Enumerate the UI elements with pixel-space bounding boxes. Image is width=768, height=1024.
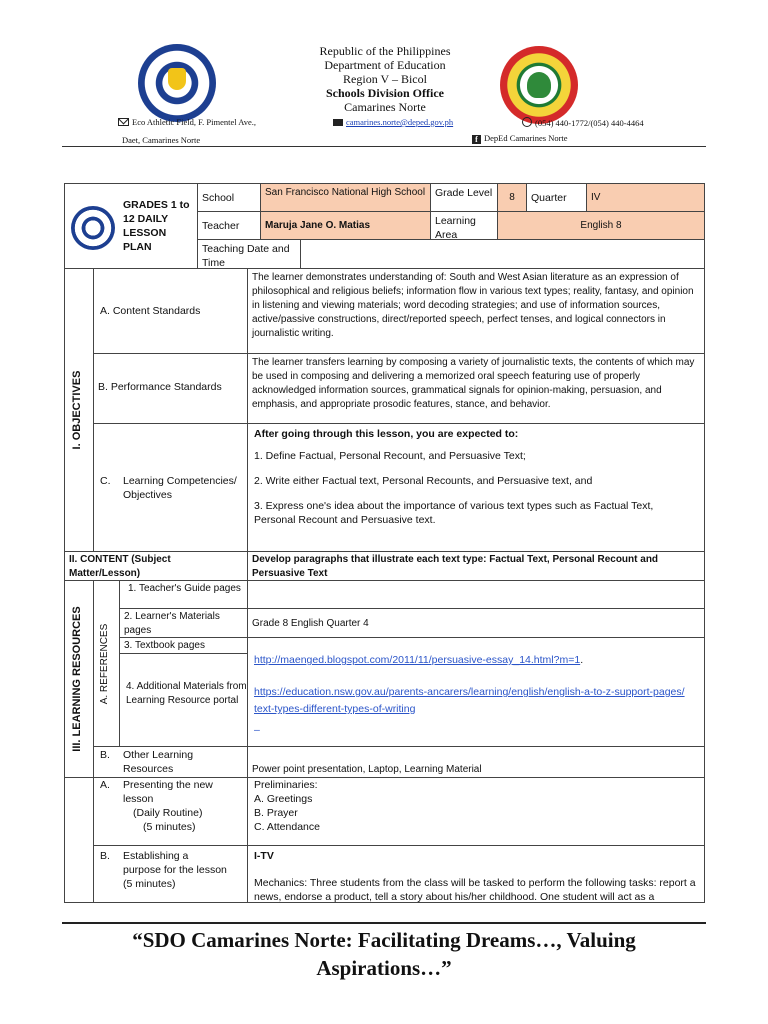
preliminary-item: A. Greetings — [254, 793, 313, 805]
preliminaries-heading: Preliminaries: — [254, 779, 318, 791]
nsw-link-line-1[interactable]: https://education.nsw.gov.au/parents-ancarers/learning/english/english-a-to-z-support-pages/ — [254, 686, 685, 698]
header-region: Region V – Bicol — [343, 72, 427, 86]
school-label: School — [197, 183, 261, 212]
header-republic: Republic of the Philippines — [319, 44, 451, 58]
school-value: San Francisco National High School — [260, 183, 431, 212]
header-province: Camarines Norte — [344, 100, 426, 114]
presenting-content-cell — [247, 777, 705, 846]
other-resources-label-cell — [93, 746, 248, 778]
competency-intro: After going through this lesson, you are expected to: — [254, 428, 519, 440]
nsw-link-line-2[interactable]: text-types-different-types-of-writing — [254, 703, 416, 715]
teacher-value: Maruja Jane O. Matias — [260, 211, 431, 240]
teacher-label: Teacher — [197, 211, 261, 240]
header-office: Schools Division Office — [325, 86, 444, 100]
plan-title: GRADES 1 to 12 DAILY LESSON PLAN — [123, 199, 190, 253]
deped-seal-logo — [138, 44, 216, 122]
address-line-2: Daet, Camarines Norte — [122, 135, 201, 145]
content-text: Develop paragraphs that illustrate each text type: Factual Text, Personal Recount and Persuasive Text — [247, 551, 705, 581]
footer-quote-line-1: “SDO Camarines Norte: Facilitating Dreams…, Valuing — [132, 928, 636, 952]
presenting-label-cell — [93, 777, 248, 846]
purpose-label-cell — [93, 845, 248, 903]
teachers-guide-value — [247, 580, 705, 609]
itv-heading: I-TV — [254, 850, 274, 862]
competency-2: 2. Write either Factual text, Personal Recounts, and Persuasive text, and — [254, 475, 593, 487]
learners-materials-label: 2. Learner's Materials pages — [119, 608, 248, 638]
competencies-label-cell — [93, 423, 248, 552]
link-dash: – — [254, 724, 260, 736]
footer-quote-line-2: Aspirations…” — [316, 956, 452, 980]
facebook-contact: f DepEd Camarines Norte — [472, 133, 568, 144]
header-department: Department of Education — [324, 58, 446, 72]
purpose-content-cell — [247, 845, 705, 903]
competencies-cell — [247, 423, 705, 552]
content-label: II. CONTENT (Subject Matter/Lesson) — [64, 551, 248, 581]
purpose-minutes: (5 minutes) — [123, 878, 176, 890]
other-resources-value: Power point presentation, Laptop, Learning Material — [247, 746, 705, 778]
facebook-icon: f — [472, 135, 481, 144]
persuasive-essay-link[interactable]: http://maenged.blogspot.com/2011/11/persuasive-essay_14.html?m=1 — [254, 654, 581, 666]
presenting-letter: A. — [100, 779, 110, 791]
additional-materials-label: 4. Additional Materials from Learning Resource portal — [119, 653, 248, 747]
purpose-label: Establishing a purpose for the lesson — [123, 850, 227, 876]
presenting-routine: (Daily Routine) — [133, 807, 203, 819]
learners-materials-value: Grade 8 English Quarter 4 — [247, 608, 705, 638]
grade-label: Grade Level — [430, 183, 498, 212]
footer-divider — [62, 922, 706, 924]
envelope-icon — [118, 118, 129, 126]
quarter-label: Quarter — [526, 183, 587, 212]
other-letter: B. — [100, 749, 110, 761]
presenting-label: Presenting the new lesson — [123, 779, 213, 805]
additional-materials-cell — [247, 637, 705, 747]
content-standards-text: The learner demonstrates understanding of: South and West Asian literature as an expression of philosophical and religious beliefs; information flow in various text types; reality, fantasy, and opinion in listening and viewing materials; word decoding strategies; and use of information sources, active/passive constructions, direct/reported speech, perfect tenses, and logical connectors in journalistic writing. — [247, 268, 705, 354]
footer-quote — [40, 926, 728, 982]
deped-small-logo — [71, 206, 115, 250]
competency-3: 3. Express one's idea about the importance of various text types such as Factual Text, Personal Recount and Persuasive text. — [254, 500, 654, 526]
mail-icon — [333, 119, 343, 126]
performance-standards-label: B. Performance Standards — [93, 353, 248, 424]
area-label: Learning Area — [430, 211, 498, 240]
quarter-value: IV — [586, 183, 705, 212]
textbook-pages-label: 3. Textbook pages — [119, 637, 248, 654]
email-contact — [333, 117, 453, 127]
references-label: A. REFERENCES — [99, 623, 110, 705]
other-label: Other Learning Resources — [123, 749, 194, 775]
preliminary-item: C. Attendance — [254, 821, 320, 833]
preliminary-item: B. Prayer — [254, 807, 298, 819]
date-value — [300, 239, 705, 269]
phone-contact: (054) 440-1772/(054) 440-4464 — [522, 117, 644, 128]
competency-1: 1. Define Factual, Personal Recount, and Persuasive Text; — [254, 450, 526, 462]
address-line-1: Eco Athletic Field, F. Pimentel Ave., — [118, 117, 256, 127]
plan-title-cell — [64, 183, 198, 269]
content-standards-label: A. Content Standards — [93, 268, 248, 354]
competency-label: Learning Competencies/ Objectives — [123, 475, 237, 501]
area-value: English 8 — [497, 211, 705, 240]
presenting-minutes: (5 minutes) — [143, 821, 196, 833]
phone-icon — [522, 117, 532, 127]
email-link[interactable]: camarines.norte@deped.gov.ph — [346, 117, 454, 127]
date-label: Teaching Date and Time — [197, 239, 301, 269]
resources-section-label: III. LEARNING RESOURCES — [71, 606, 83, 752]
mechanics-text: Mechanics: Three students from the class will be tasked to perform the following tasks: report a news, endorse a product, tell a story about his/her childhood. One student will act as a — [254, 877, 696, 903]
grade-value: 8 — [497, 183, 527, 212]
procedures-section-cell — [64, 777, 94, 903]
purpose-letter: B. — [100, 850, 110, 862]
header-divider — [62, 146, 706, 147]
objectives-section-label: I. OBJECTIVES — [71, 370, 83, 450]
performance-standards-text: The learner transfers learning by composing a variety of journalistic texts, the contents of which may be used in composing and delivering a memorized oral speech featuring use of properly acknowledged information sources, grammatical signals for opinion-making, persuasion, and emphasis, and appropriate prosodic features, stance, and behavior. — [247, 353, 705, 424]
link-1-row: http://maenged.blogspot.com/2011/11/persuasive-essay_14.html?m=1. — [254, 654, 584, 666]
teachers-guide-label: 1. Teacher's Guide pages — [119, 580, 248, 609]
competency-letter: C. — [100, 475, 111, 487]
